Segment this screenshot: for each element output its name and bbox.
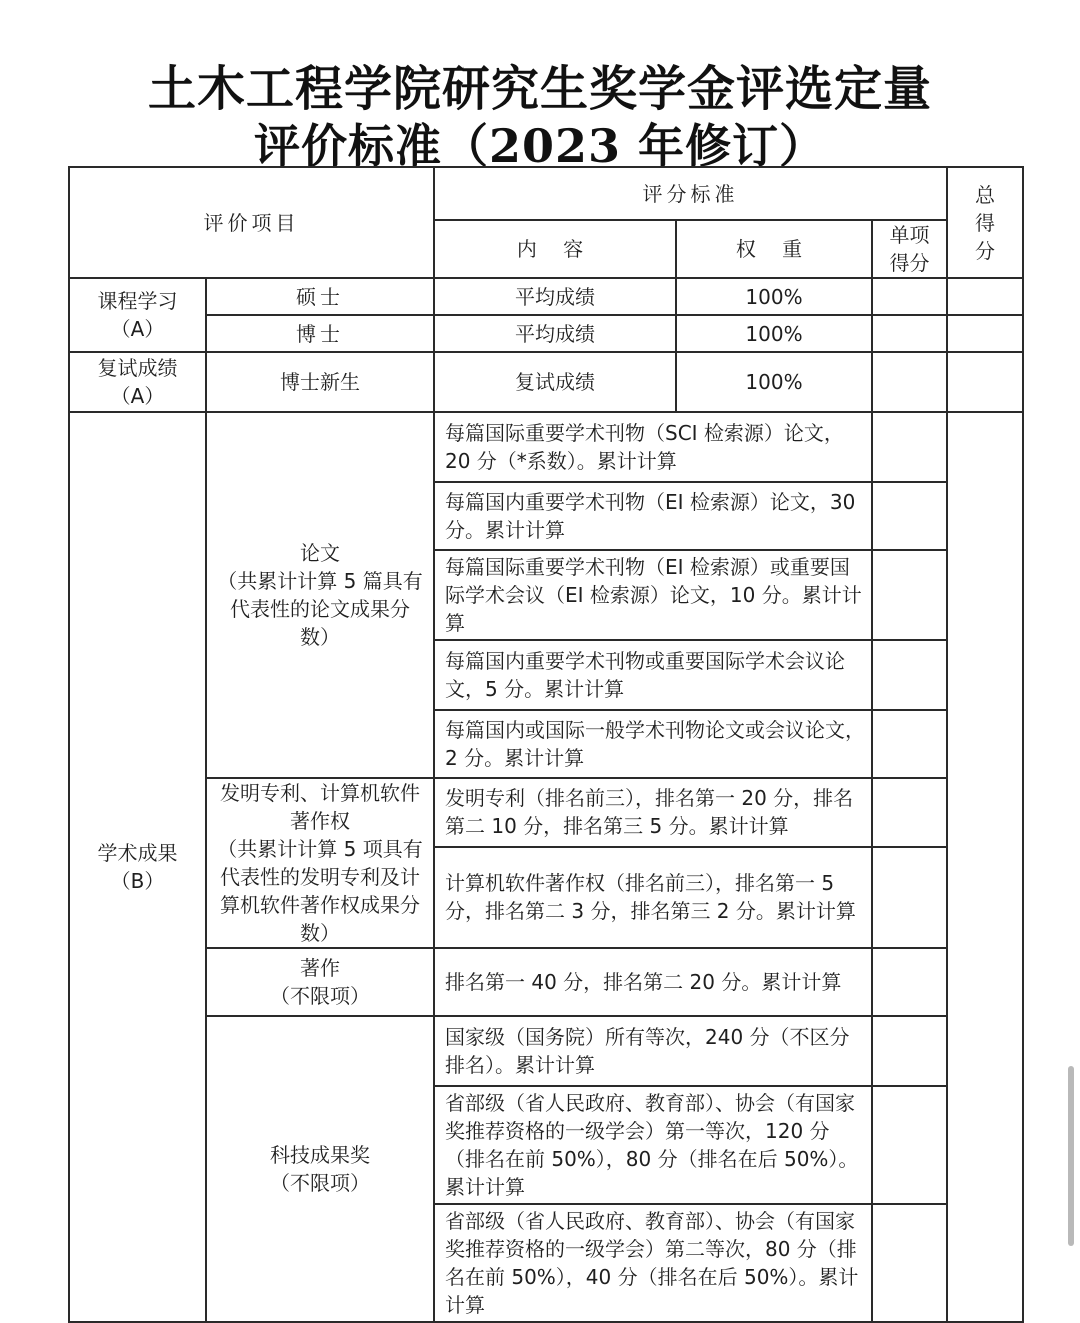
retest-sub: 博士新生 [206,352,434,412]
retest-total [947,352,1023,412]
evaluation-table [68,166,1024,1323]
retest-content: 复试成绩 [434,352,676,412]
paper-score-3 [872,550,947,640]
paper-score-5 [872,710,947,778]
book-criterion-1: 排名第一 40 分，排名第二 20 分。累计计算 [434,948,872,1016]
course-category [69,278,206,352]
books-subcategory-note: （不限项） [270,984,370,1008]
course-doctor-score [872,315,947,352]
page-title-line-1: 土木工程学院研究生奖学金评选定量 [147,61,932,117]
retest-category [69,352,206,412]
paper-criterion-2: 每篇国内重要学术刊物（EI 检索源）论文，30 分。累计计算 [434,482,872,550]
page-title-line-2: 评价标准（2023 年修订） [253,119,827,173]
header-content: 内 容 [434,220,676,278]
paper-score-1 [872,412,947,482]
book-score-1 [872,948,947,1016]
course-doctor-weight: 100% [676,315,872,352]
papers-subcategory [206,412,434,778]
patent-score-2 [872,847,947,948]
course-doctor: 博士 [206,315,434,352]
course-master-total [947,278,1023,315]
paper-criterion-4: 每篇国内重要学术刊物或重要国际学术会议论文，5 分。累计计算 [434,640,872,710]
paper-criterion-3: 每篇国际重要学术刊物（EI 检索源）或重要国际学术会议（EI 检索源）论文，10 分。累计计算 [434,550,872,640]
books-subcategory-name: 著作 [300,956,340,980]
academic-total [947,412,1023,1322]
course-doctor-content: 平均成绩 [434,315,676,352]
header-total: 总得分 [947,167,1023,278]
header-criteria: 评分标准 [434,167,947,220]
course-doctor-total [947,315,1023,352]
awards-subcategory [206,1016,434,1322]
header-single-score: 单项得分 [872,220,947,278]
papers-subcategory-note: （共累计计算 5 篇具有代表性的论文成果分数） [217,569,423,649]
books-subcategory [206,948,434,1016]
course-master-content: 平均成绩 [434,278,676,315]
papers-subcategory-name: 论文 [300,541,340,565]
patents-subcategory-name: 发明专利、计算机软件著作权 [220,781,420,833]
paper-score-2 [872,482,947,550]
course-master: 硕士 [206,278,434,315]
patent-score-1 [872,778,947,847]
patent-criterion-2: 计算机软件著作权（排名前三），排名第一 5 分，排名第二 3 分，排名第三 2 分。累计计算 [434,847,872,948]
patents-subcategory [206,778,434,948]
academic-category [69,412,206,1322]
header-weight: 权 重 [676,220,872,278]
academic-category-code: （B） [110,869,165,893]
course-master-weight: 100% [676,278,872,315]
awards-subcategory-name: 科技成果奖 [270,1143,370,1167]
scrollbar-thumb[interactable] [1068,1066,1074,1246]
patents-subcategory-note: （共累计计算 5 项具有代表性的发明专利及计算机软件著作权成果分数） [217,837,423,945]
retest-score [872,352,947,412]
patent-criterion-1: 发明专利（排名前三），排名第一 20 分，排名第二 10 分，排名第三 5 分。累计计算 [434,778,872,847]
course-master-score [872,278,947,315]
retest-weight: 100% [676,352,872,412]
retest-category-code: （A） [110,384,165,408]
award-criterion-3: 省部级（省人民政府、教育部）、协会（有国家奖推荐资格的一级学会）第二等次，80 分（排名在前 50%），40 分（排名在后 50%）。累计计算 [434,1204,872,1322]
course-category-name: 课程学习 [97,289,178,313]
award-criterion-1: 国家级（国务院）所有等次，240 分（不区分排名）。累计计算 [434,1016,872,1086]
award-score-2 [872,1086,947,1204]
retest-category-name: 复试成绩 [97,356,178,380]
header-eval-item: 评价项目 [69,167,434,278]
paper-criterion-1: 每篇国际重要学术刊物（SCI 检索源）论文，20 分（*系数）。累计计算 [434,412,872,482]
awards-subcategory-note: （不限项） [270,1171,370,1195]
paper-score-4 [872,640,947,710]
award-score-1 [872,1016,947,1086]
academic-category-name: 学术成果 [97,841,178,865]
paper-criterion-5: 每篇国内或国际一般学术刊物论文或会议论文，2 分。累计计算 [434,710,872,778]
award-criterion-2: 省部级（省人民政府、教育部）、协会（有国家奖推荐资格的一级学会）第一等次，120 分（排名在前 50%），80 分（排名在后 50%）。累计计算 [434,1086,872,1204]
course-category-code: （A） [110,317,165,341]
award-score-3 [872,1204,947,1322]
